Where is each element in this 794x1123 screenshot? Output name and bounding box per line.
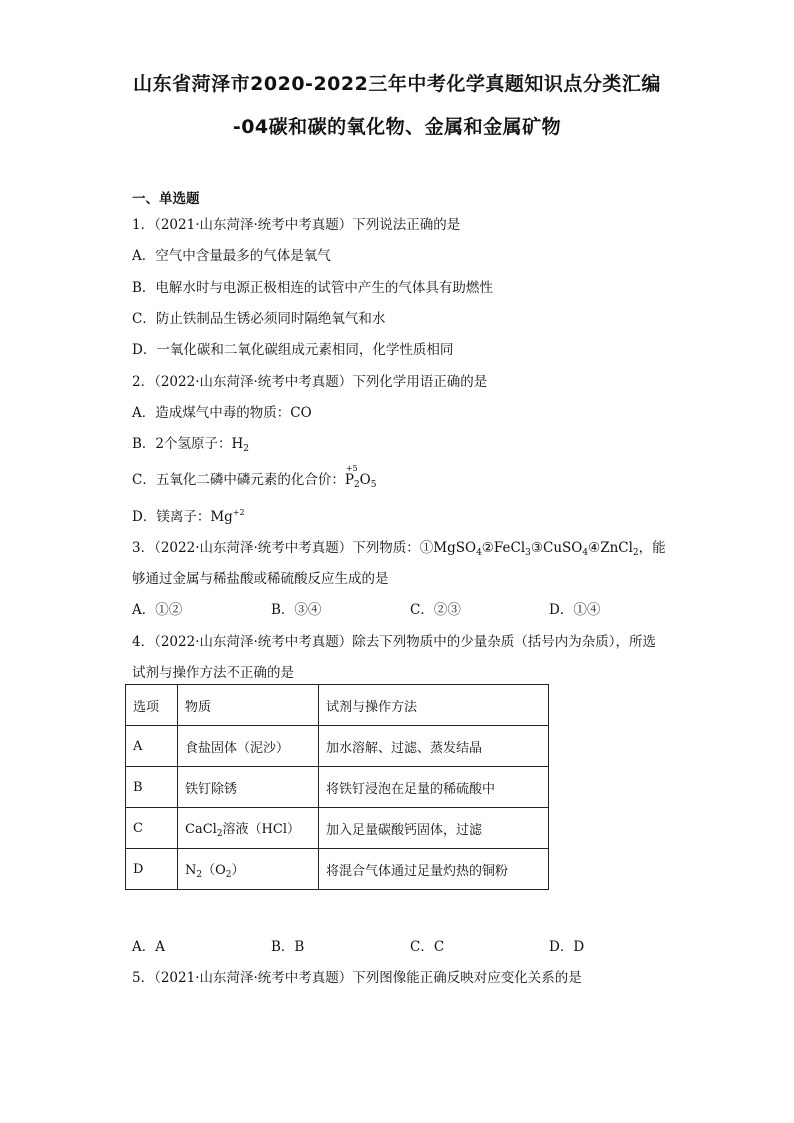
formula-sub: 2 (196, 869, 203, 880)
q4-option-b: B．B (271, 939, 305, 955)
formula-p-sub: 2 (353, 480, 360, 490)
q4-table (125, 684, 549, 890)
q2-option-a: A．造成煤气中毒的物质：CO (132, 405, 312, 421)
formula-p: P (344, 472, 354, 488)
oxidation-state-formula (344, 464, 377, 490)
table-header-row (126, 685, 549, 726)
q3-option-b: B．③④ (271, 602, 322, 618)
q4-stem: 4．（2022·山东菏泽·统考中考真题）除去下列物质中的少量杂质（括号内为杂质），所选 (132, 634, 657, 650)
q3-option-a: A．①② (132, 602, 183, 618)
q4-option-c: C．C (410, 939, 445, 955)
formula-o: O (359, 472, 371, 488)
formula-part: ） (231, 862, 245, 878)
q3-sub: 4 (476, 548, 482, 558)
table-row (126, 767, 549, 808)
q4-option-a: A．A (132, 939, 165, 955)
page-title-line-1: 山东省菏泽市2020-2022三年中考化学真题知识点分类汇编 (133, 73, 661, 95)
oxidation-charge: +5 (345, 464, 358, 473)
q2-option-d-text: D．镁离子：Mg (132, 509, 233, 525)
page-title-line-2: -04碳和碳的氧化物、金属和金属矿物 (232, 116, 562, 138)
formula-part: 溶液（HCl） (222, 821, 300, 837)
table-header: 物质 (178, 685, 319, 726)
table-header: 选项 (126, 685, 178, 726)
q3-stem-line-2: 够通过金属与稀盐酸或稀硫酸反应生成的是 (132, 571, 389, 587)
q2-option-d (132, 505, 245, 525)
table-cell-substance (178, 808, 319, 849)
q3-stem (132, 536, 666, 558)
q3-stem-part: 3．（2022·山东菏泽·统考中考真题）下列物质：①MgSO (132, 540, 477, 556)
q2-option-b (132, 432, 249, 454)
table-cell-option: D (126, 849, 178, 890)
q3-option-c: C．②③ (410, 602, 461, 618)
table-cell-method: 将混合气体通过足量灼热的铜粉 (319, 849, 549, 890)
q3-sub: 3 (525, 548, 531, 558)
table-cell-method: 加水溶解、过滤、蒸发结晶 (319, 726, 549, 767)
q3-stem-part: ④ZnCl (588, 540, 633, 556)
q2-option-c (132, 464, 377, 490)
q3-stem-part: ，能 (638, 540, 666, 556)
q1-option-a: A．空气中含量最多的气体是氧气 (132, 248, 331, 264)
formula-sub: 2 (216, 828, 223, 839)
q2-option-c-text: C．五氧化二磷中磷元素的化合价： (132, 472, 345, 488)
table-cell-substance (178, 849, 319, 890)
section-heading: 一、单选题 (132, 191, 200, 207)
table-cell-option: B (126, 767, 178, 808)
table-cell-method: 将铁钉浸泡在足量的稀硫酸中 (319, 767, 549, 808)
q1-option-c: C．防止铁制品生锈必须同时隔绝氧气和水 (132, 311, 386, 327)
table-row (126, 808, 549, 849)
q1-option-b: B．电解水时与电源正极相连的试管中产生的气体具有助燃性 (132, 280, 493, 296)
table-header: 试剂与操作方法 (319, 685, 549, 726)
formula-sub: 2 (225, 869, 232, 880)
table-row (126, 726, 549, 767)
table-cell-option: C (126, 808, 178, 849)
table-cell-substance: 食盐固体（泥沙） (178, 726, 319, 767)
q3-sub: 4 (582, 548, 589, 558)
q5-stem: 5．（2021·山东菏泽·统考中考真题）下列图像能正确反映对应变化关系的是 (132, 970, 582, 986)
q2-stem: 2．（2022·山东菏泽·统考中考真题）下列化学用语正确的是 (132, 374, 488, 390)
table-cell-option: A (126, 726, 178, 767)
formula-o-sub: 5 (370, 480, 377, 490)
q1-option-d: D．一氧化碳和二氧化碳组成元素相同，化学性质相同 (132, 342, 454, 358)
formula-part: （O (202, 862, 226, 878)
q3-sub: 2 (632, 548, 639, 558)
q3-option-d: D．①④ (549, 602, 601, 618)
q3-stem-part: ③CuSO (530, 540, 583, 556)
formula-part: N (185, 862, 197, 878)
q1-stem: 1．（2021·山东菏泽·统考中考真题）下列说法正确的是 (132, 217, 461, 233)
q4-stem-line-2: 试剂与操作方法不正确的是 (132, 665, 294, 681)
q2-option-b-sub: 2 (243, 444, 250, 454)
q4-option-d: D．D (549, 939, 585, 955)
formula-part: CaCl (185, 821, 217, 837)
table-cell-method: 加入足量碳酸钙固体，过滤 (319, 808, 549, 849)
table-row (126, 849, 549, 890)
table-cell-substance: 铁钉除锈 (178, 767, 319, 808)
q2-option-d-sup: +2 (232, 508, 245, 517)
q2-option-b-text: B．2个氢原子：H (132, 436, 244, 452)
q3-stem-part: ②FeCl (481, 540, 526, 556)
